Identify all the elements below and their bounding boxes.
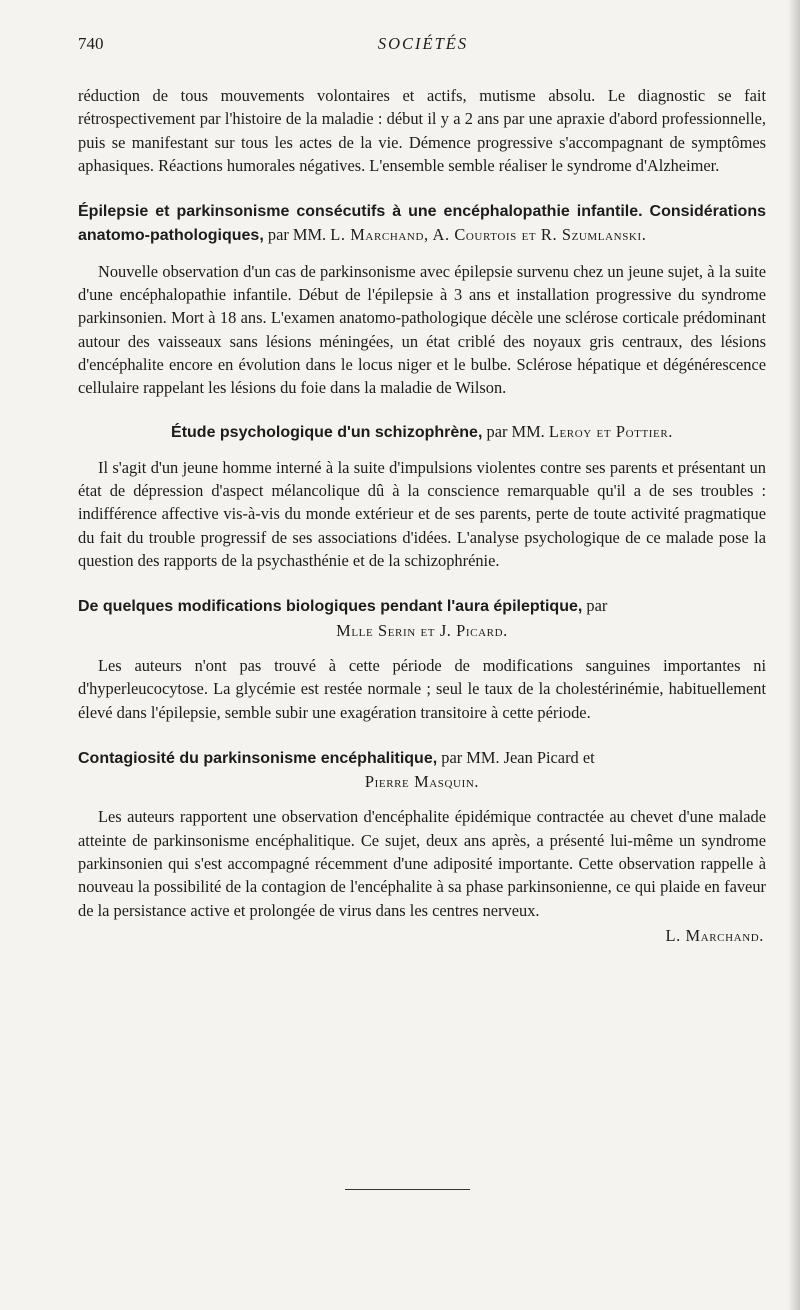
continuation-paragraph: réduction de tous mouvements volontaires et actifs, mutisme absolu. Le diagnostic se fait rétrospectivement par l'histoire de la maladie : début il y a 2 ans par une apraxie d'abord professionnelle, puis se manifestant sur tous les actes de la vie. Démence progressive s'accompagnant de symptômes aphasiques. Réactions humorales négatives. L'ensemble semble réaliser le syndrome d'Alzheimer.: [78, 86, 766, 175]
end-rule: [345, 1189, 470, 1190]
page-number: 740: [78, 34, 104, 53]
article-1-authors: L. Marchand, A. Courtois et R. Szumlanski.: [330, 225, 647, 245]
article-3-by: par: [582, 596, 608, 616]
article-1-title: Épilepsie et parkinsonisme consécutifs à une encéphalopathie infantile. Considérations anatomo-pathologiques,: [78, 203, 766, 245]
article-3-body: Les auteurs n'ont pas trouvé à cette période de modifications sanguines importantes ni d'hyperleucocytose. La glycémie est restée normale ; seul le taux de la cholestérinémie, habituellement élevé dans l'épilepsie, semble subir une exagération transitoire à cette période.: [78, 655, 766, 722]
page-edge-shadow: [788, 0, 800, 1310]
article-3-authors: Mlle Serin et J. Picard.: [336, 620, 508, 640]
article-4-body: Les auteurs rapportent une observation d'encéphalite épidémique contractée au chevet d'une malade atteinte de parkinsonisme encéphalitique. Ce sujet, deux ans après, a présenté lui-même un syndrome parkinsonien qui s'est accompagné récemment d'une adiposité importante. Cette observation rappelle à nouveau la possibilité de la contagion de l'encéphalite à sa phase parkinsonienne, ce qui plaide en faveur de la persistance active et prolongée de virus dans les centres nerveux.: [78, 807, 766, 920]
article-2-body: Il s'agit d'un jeune homme interné à la suite d'impulsions violentes contre ses parents et présentant un état de dépression d'aspect mélancolique dû à la conscience remarquable qu'il a de ses troubles : indifférence affective vis-à-vis du monde extérieur et de ses parents, perte de toute activité pragmatique du fait du trouble progressif de ses associations d'idées. L'analyse psychologique de ce malade pose la question des rapports de la psychasthénie et de la schizophrénie.: [78, 457, 766, 571]
article-1-by: par MM.: [263, 225, 331, 245]
article-3-title: De quelques modifications biologiques pendant l'aura épileptique,: [78, 598, 583, 616]
article-4: [78, 746, 766, 947]
article-4-title: Contagiosité du parkinsonisme encéphalitique,: [78, 749, 438, 767]
article-4-authors: Pierre Masquin.: [364, 772, 480, 792]
reviewer-signature: L. Marchand.: [665, 925, 764, 945]
article-4-by: par MM. Jean Picard et: [437, 747, 595, 767]
article-2-heading: [78, 420, 766, 444]
running-title: SOCIÉTÉS: [377, 34, 469, 53]
article-2-by: par MM.: [482, 421, 549, 441]
article-2-authors: Leroy et Pottier.: [548, 421, 673, 441]
article-4-heading: [78, 746, 766, 770]
page-content: [78, 84, 766, 947]
article-1-body: Nouvelle observation d'un cas de parkinsonisme avec épilepsie survenu chez un jeune sujet, à la suite d'une encéphalopathie infantile. Début de l'épilepsie à 3 ans et installation progressive du syndrome parkinsonien. Mort à 18 ans. L'examen anatomo-pathologique décèle une sclérose corticale prédominant autour des vaisseaux sans lésions méningées, un état criblé des noyaux gris centraux, des lésions d'encéphalite encore en évolution dans le locus niger et le bulbe. Sclérose hépatique et dégénérescence cellulaire rappelant les lésions du foie dans la maladie de Wilson.: [78, 261, 766, 398]
article-3: [78, 594, 766, 723]
article-2-title: Étude psychologique d'un schizophrène,: [171, 423, 483, 441]
article-3-heading: [78, 594, 766, 618]
page-header: [78, 34, 768, 64]
article-1: [78, 200, 766, 399]
article-2: [78, 420, 766, 573]
article-1-heading: [78, 200, 766, 248]
